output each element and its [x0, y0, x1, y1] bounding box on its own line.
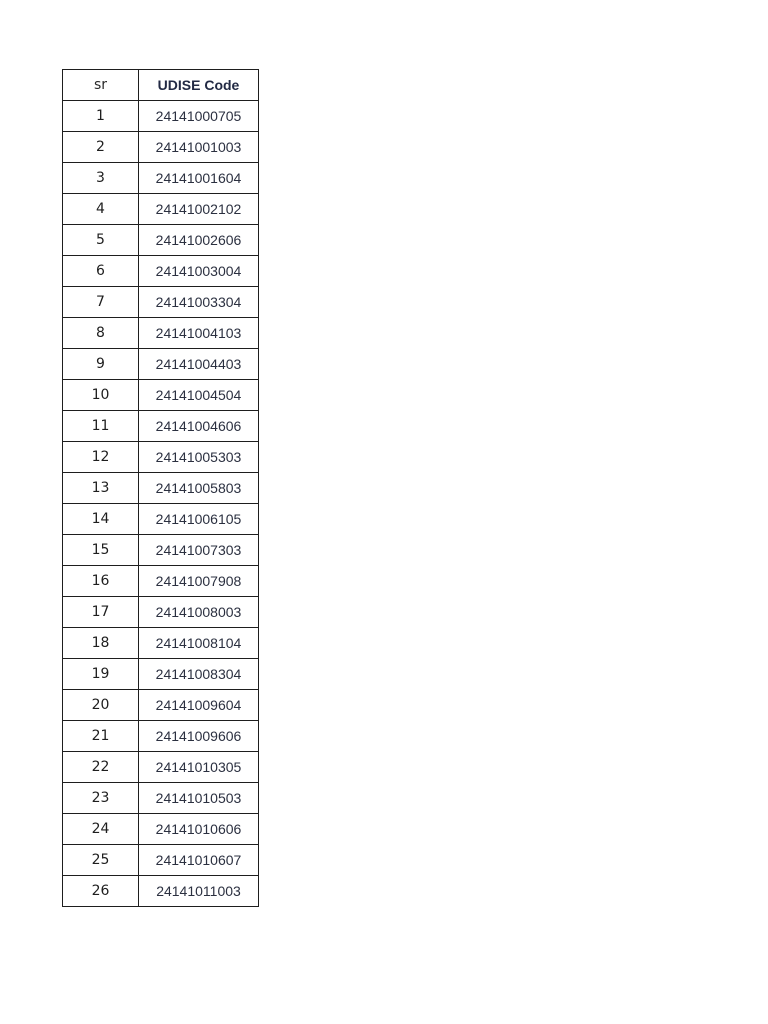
table-row — [63, 411, 259, 442]
sr-cell: 21 — [63, 721, 139, 752]
udise-code-cell: 24141010607 — [139, 845, 259, 876]
sr-cell: 16 — [63, 566, 139, 597]
udise-code-cell: 24141010606 — [139, 814, 259, 845]
table-row — [63, 628, 259, 659]
sr-cell: 17 — [63, 597, 139, 628]
table-row — [63, 225, 259, 256]
udise-code-cell: 24141007908 — [139, 566, 259, 597]
table-row — [63, 473, 259, 504]
sr-cell: 10 — [63, 380, 139, 411]
sr-cell: 12 — [63, 442, 139, 473]
udise-code-cell: 24141006105 — [139, 504, 259, 535]
table-row — [63, 690, 259, 721]
sr-cell: 6 — [63, 256, 139, 287]
udise-code-cell: 24141011003 — [139, 876, 259, 907]
table-row — [63, 287, 259, 318]
udise-code-cell: 24141008104 — [139, 628, 259, 659]
sr-cell: 23 — [63, 783, 139, 814]
table-row — [63, 597, 259, 628]
udise-code-cell: 24141004103 — [139, 318, 259, 349]
sr-cell: 19 — [63, 659, 139, 690]
table-row — [63, 783, 259, 814]
udise-code-cell: 24141005303 — [139, 442, 259, 473]
sr-cell: 22 — [63, 752, 139, 783]
sr-cell: 9 — [63, 349, 139, 380]
table-header — [63, 70, 259, 101]
table-row — [63, 876, 259, 907]
udise-code-cell: 24141008304 — [139, 659, 259, 690]
udise-code-cell: 24141004403 — [139, 349, 259, 380]
table-row — [63, 721, 259, 752]
table-row — [63, 659, 259, 690]
table-row — [63, 752, 259, 783]
table-row — [63, 380, 259, 411]
udise-code-cell: 24141000705 — [139, 101, 259, 132]
table-row — [63, 814, 259, 845]
sr-cell: 8 — [63, 318, 139, 349]
table-row — [63, 535, 259, 566]
table-row — [63, 163, 259, 194]
sr-cell: 4 — [63, 194, 139, 225]
sr-cell: 2 — [63, 132, 139, 163]
sr-cell: 15 — [63, 535, 139, 566]
udise-code-cell: 24141002606 — [139, 225, 259, 256]
udise-code-cell: 24141003304 — [139, 287, 259, 318]
sr-cell: 14 — [63, 504, 139, 535]
sr-cell: 7 — [63, 287, 139, 318]
udise-code-cell: 24141004504 — [139, 380, 259, 411]
sr-cell: 25 — [63, 845, 139, 876]
udise-code-cell: 24141010305 — [139, 752, 259, 783]
table-row — [63, 256, 259, 287]
udise-code-cell: 24141009606 — [139, 721, 259, 752]
sr-cell: 26 — [63, 876, 139, 907]
udise-code-cell: 24141003004 — [139, 256, 259, 287]
table-row — [63, 349, 259, 380]
udise-code-cell: 24141009604 — [139, 690, 259, 721]
sr-cell: 18 — [63, 628, 139, 659]
table-row — [63, 318, 259, 349]
table-body — [63, 101, 259, 907]
table-row — [63, 132, 259, 163]
table-row — [63, 194, 259, 225]
udise-code-cell: 24141001003 — [139, 132, 259, 163]
udise-code-cell: 24141010503 — [139, 783, 259, 814]
udise-code-cell: 24141001604 — [139, 163, 259, 194]
sr-cell: 1 — [63, 101, 139, 132]
table-row — [63, 101, 259, 132]
sr-column-header: sr — [63, 70, 139, 101]
table-row — [63, 845, 259, 876]
udise-code-column-header: UDISE Code — [139, 70, 259, 101]
sr-cell: 24 — [63, 814, 139, 845]
table-row — [63, 504, 259, 535]
sr-cell: 13 — [63, 473, 139, 504]
sr-cell: 3 — [63, 163, 139, 194]
udise-code-cell: 24141004606 — [139, 411, 259, 442]
header-row — [63, 70, 259, 101]
udise-code-cell: 24141007303 — [139, 535, 259, 566]
sr-cell: 11 — [63, 411, 139, 442]
sr-cell: 5 — [63, 225, 139, 256]
table-row — [63, 442, 259, 473]
udise-code-table — [62, 69, 259, 907]
sr-cell: 20 — [63, 690, 139, 721]
udise-code-cell: 24141005803 — [139, 473, 259, 504]
udise-code-cell: 24141002102 — [139, 194, 259, 225]
table-row — [63, 566, 259, 597]
udise-code-cell: 24141008003 — [139, 597, 259, 628]
